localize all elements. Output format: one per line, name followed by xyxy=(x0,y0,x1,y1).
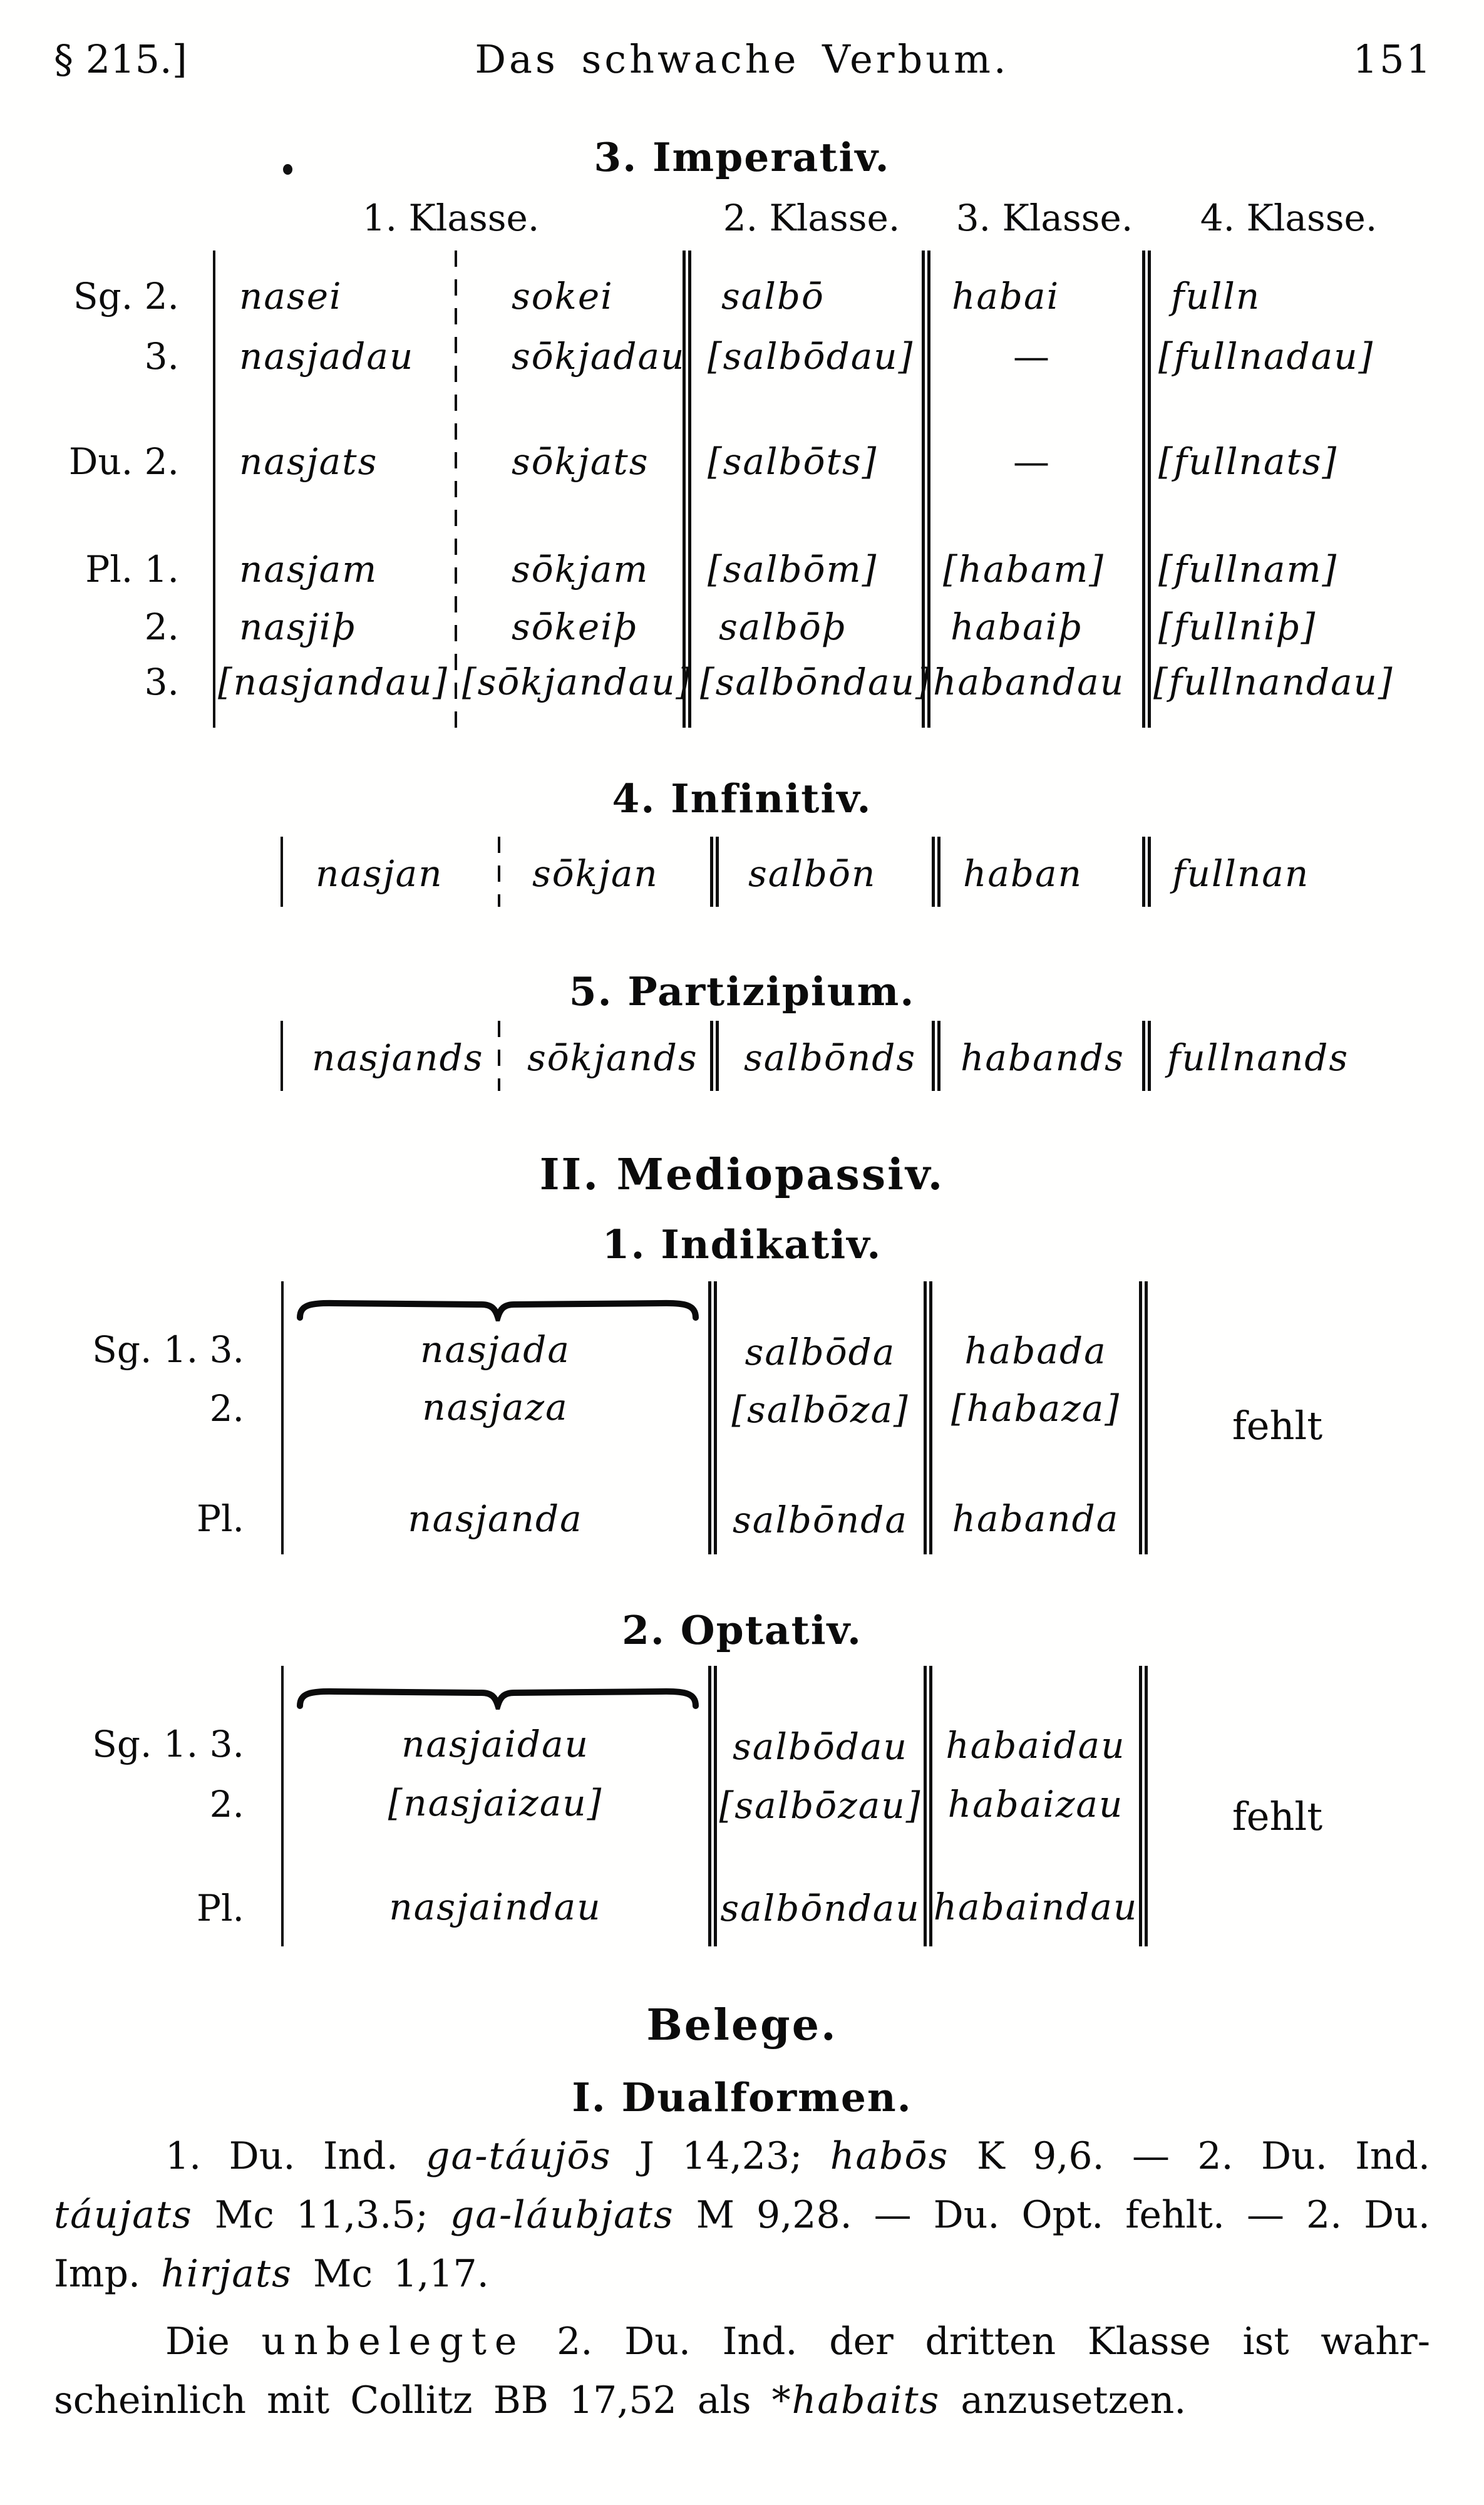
table-cell: [salbōm] xyxy=(708,548,878,591)
dualformen-heading: I. Dualformen. xyxy=(572,2074,912,2120)
table-cell: [fullnats] xyxy=(1158,440,1338,483)
paragraph-line xyxy=(54,2244,1430,2303)
gothic-form: ga-táujōs xyxy=(426,2134,612,2178)
table-cell: [nasjandau] xyxy=(218,661,448,703)
table-cell: nasjaindau xyxy=(389,1886,602,1928)
gothic-form: hirjats xyxy=(161,2252,292,2296)
row-label: Pl. xyxy=(196,1887,244,1929)
overbrace xyxy=(295,1685,701,1710)
row-label: 2. xyxy=(144,606,179,648)
partizipium-heading: 5. Partizipium. xyxy=(569,968,915,1015)
text-segment: M 9,28. — Du. Opt. fehlt. — 2. Du. xyxy=(674,2193,1431,2237)
table-cell: sōkjats xyxy=(512,440,649,483)
text-segment: anzusetzen. xyxy=(940,2378,1187,2422)
text-segment: Mc 11,3.5; xyxy=(192,2193,450,2237)
table-rule-double xyxy=(708,1281,717,1554)
table-cell: nasjands xyxy=(312,1036,484,1079)
table-cell: habaindau xyxy=(933,1886,1138,1928)
class-header-4: 4. Klasse. xyxy=(1200,197,1378,239)
table-cell-dash: — xyxy=(1013,335,1049,378)
imperativ-heading: 3. Imperativ. xyxy=(594,134,890,180)
table-cell: sōkjands xyxy=(527,1036,698,1079)
table-cell: nasjaza xyxy=(422,1386,569,1428)
table-cell: habai xyxy=(952,275,1060,318)
table-rule-dashed xyxy=(498,1021,500,1091)
table-cell: salbōnds xyxy=(744,1036,917,1079)
fehlt-note: fehlt xyxy=(1232,1794,1323,1839)
gothic-form: habōs xyxy=(830,2134,949,2178)
table-cell: [salbōzau] xyxy=(719,1784,922,1827)
paragraph-line xyxy=(54,2312,1430,2371)
gothic-form: táujats xyxy=(54,2193,193,2237)
table-cell: sokei xyxy=(512,275,614,318)
fehlt-note: fehlt xyxy=(1232,1403,1323,1449)
table-cell: salbō xyxy=(721,275,825,318)
text-segment: Imp. xyxy=(54,2252,162,2296)
row-label: 3. xyxy=(144,335,179,378)
table-cell: habaizau xyxy=(947,1783,1124,1826)
gothic-form: ga-láubjats xyxy=(450,2193,674,2237)
text-segment: 2. Du. Ind. der dritten Klasse ist wahr- xyxy=(525,2320,1430,2363)
table-rule-double xyxy=(710,1021,719,1091)
class-header-1: 1. Klasse. xyxy=(362,197,540,239)
partizipium-table xyxy=(276,1021,1396,1091)
paragraph-line xyxy=(54,2186,1430,2244)
table-rule-double xyxy=(1139,1281,1148,1554)
table-cell: nasjadau xyxy=(239,335,415,378)
table-cell: habandau xyxy=(933,661,1125,703)
table-cell: nasjats xyxy=(239,440,378,483)
text-segment: Mc 1,17. xyxy=(292,2252,489,2296)
table-rule-double xyxy=(1142,1021,1151,1091)
optativ-table xyxy=(279,1666,1406,1946)
table-rule-double xyxy=(1139,1666,1148,1946)
table-rule-double xyxy=(922,250,930,728)
table-rule-double xyxy=(924,1281,932,1554)
table-cell: habaidau xyxy=(946,1724,1126,1767)
table-cell-dash: — xyxy=(1013,440,1049,483)
imperativ-table xyxy=(56,250,1409,728)
table-rule-double xyxy=(932,837,940,907)
table-rule-dashed xyxy=(455,250,457,728)
table-cell: salbōda xyxy=(745,1331,896,1373)
table-rule-double xyxy=(932,1021,940,1091)
table-rule-double xyxy=(924,1666,932,1946)
table-cell: [salbōndau] xyxy=(700,661,931,703)
table-cell: [habam] xyxy=(943,548,1105,591)
table-cell: sōkjadau xyxy=(512,335,686,378)
indikativ-heading: 1. Indikativ. xyxy=(602,1221,882,1268)
table-cell: [salbōts] xyxy=(708,440,878,483)
table-cell: salbōþ xyxy=(719,606,847,648)
emphasized-word: unbelegte xyxy=(261,2320,525,2363)
table-cell: habaiþ xyxy=(951,606,1083,648)
text-segment: Die xyxy=(165,2320,262,2363)
table-cell: nasjam xyxy=(239,548,378,591)
table-rule-double xyxy=(710,837,719,907)
table-cell: fullnan xyxy=(1172,852,1310,895)
text-segment: 1. Du. Ind. xyxy=(165,2134,426,2178)
table-cell: [fullniþ] xyxy=(1158,606,1317,648)
table-cell: habands xyxy=(961,1036,1125,1079)
table-cell: salbōdau xyxy=(732,1725,908,1768)
infinitiv-table xyxy=(276,837,1396,907)
text-segment: J 14,23; xyxy=(611,2134,830,2178)
mediopassiv-heading: II. Mediopassiv. xyxy=(539,1150,945,1200)
table-rule-solid xyxy=(213,250,215,728)
class-header-2: 2. Klasse. xyxy=(723,197,900,239)
table-rule-double xyxy=(1142,837,1151,907)
text-segment: scheinlich mit Collitz BB 17,52 als xyxy=(54,2378,772,2422)
table-rule-double xyxy=(1142,250,1151,728)
table-cell: [fullnadau] xyxy=(1158,335,1374,378)
table-cell: nasjan xyxy=(316,852,443,895)
paragraph-line xyxy=(54,2371,1430,2430)
paragraph-line xyxy=(54,2127,1430,2186)
table-rule-solid xyxy=(281,1021,283,1091)
table-cell: nasjaidau xyxy=(401,1723,589,1765)
table-cell: fullnands xyxy=(1167,1036,1349,1079)
table-rule-dashed xyxy=(498,837,500,907)
gothic-form: *habaits xyxy=(771,2378,940,2422)
table-cell: [fullnandau] xyxy=(1153,661,1394,703)
row-label: Sg. 2. xyxy=(73,275,179,318)
row-label: Du. 2. xyxy=(68,440,179,483)
table-cell: haban xyxy=(963,852,1083,895)
table-cell: [fullnam] xyxy=(1158,548,1338,591)
belege-paragraphs xyxy=(54,2127,1430,2430)
table-cell: nasjanda xyxy=(408,1497,583,1540)
table-cell: sōkjan xyxy=(532,852,659,895)
row-label: Sg. 1. 3. xyxy=(92,1723,244,1765)
text-segment: K 9,6. — 2. Du. Ind. xyxy=(949,2134,1430,2178)
optativ-heading: 2. Optativ. xyxy=(622,1607,862,1653)
row-label: 2. xyxy=(209,1387,244,1430)
table-cell: [salbōza] xyxy=(731,1388,909,1431)
row-label: Pl. xyxy=(196,1497,244,1540)
table-rule-double xyxy=(683,250,691,728)
row-label: Pl. 1. xyxy=(85,548,179,591)
table-cell: nasei xyxy=(239,275,343,318)
table-cell: sōkeiþ xyxy=(512,606,638,648)
table-cell: habanda xyxy=(952,1497,1120,1540)
table-cell: nasjiþ xyxy=(239,606,357,648)
table-cell: sōkjam xyxy=(512,548,649,591)
ink-blot xyxy=(283,164,292,175)
row-label: Sg. 1. 3. xyxy=(92,1328,244,1371)
table-cell: fulln xyxy=(1171,275,1261,318)
table-cell: [habaza] xyxy=(951,1387,1121,1430)
class-header-3: 3. Klasse. xyxy=(956,197,1133,239)
row-label: 3. xyxy=(144,661,179,703)
running-title: Das schwache Verbum. xyxy=(475,36,1009,82)
table-cell: [nasjaizau] xyxy=(388,1782,603,1824)
table-cell: habada xyxy=(964,1330,1107,1372)
table-cell: salbōndau xyxy=(720,1887,920,1929)
indikativ-table xyxy=(279,1281,1406,1554)
table-cell: [sōkjandau] xyxy=(462,661,692,703)
belege-heading: Belege. xyxy=(646,2000,838,2050)
infinitiv-heading: 4. Infinitiv. xyxy=(612,775,872,822)
table-cell: [salbōdau] xyxy=(708,335,914,378)
row-label: 2. xyxy=(209,1783,244,1826)
table-rule-solid xyxy=(281,837,283,907)
overbrace xyxy=(295,1296,701,1321)
table-rule-double xyxy=(708,1666,717,1946)
table-cell: nasjada xyxy=(420,1328,570,1371)
table-cell: salbōn xyxy=(748,852,877,895)
section-ref: § 215.] xyxy=(54,36,187,82)
page-number: 151 xyxy=(1353,36,1433,82)
table-cell: salbōnda xyxy=(732,1499,908,1541)
